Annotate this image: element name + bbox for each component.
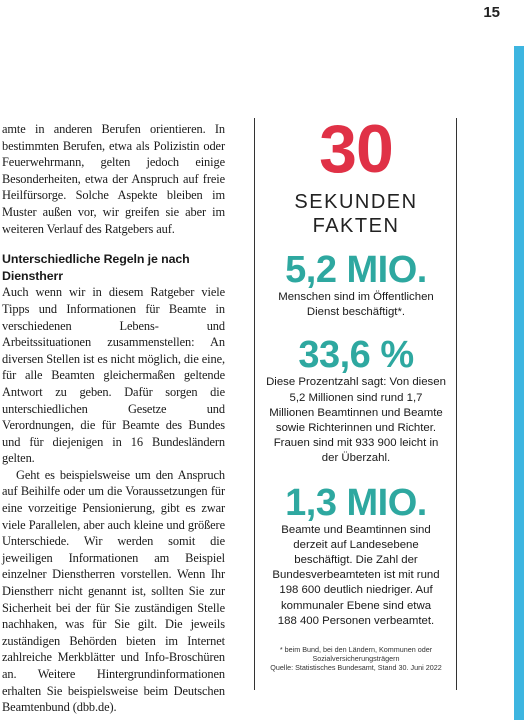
fact-text: Diese Prozentzahl sagt: Von diesen 5,2 Millionen sind rund 1,7 Millionen Beamtinnen und Beamte sowie Richterinnen und Richter. Frauen sind mit 933 900 leicht in der Überzahl.	[266, 376, 446, 465]
fact-figure: 5,2 MIO.	[285, 249, 427, 291]
edge-color-bar	[514, 46, 524, 720]
fact-text: Menschen sind im Öffentlichen Dienst beschäftigt*.	[278, 291, 434, 319]
facts-box-right-rule	[456, 118, 457, 690]
page-number: 15	[483, 4, 500, 21]
body-paragraph: amte in anderen Berufen orientieren. In bestimmten Berufen, etwa als Polizistin oder Feuerwehrmann, gelten jedoch einige Besonderheiten, etwa der Anspruch auf freie Heilfürsorge. Solche Aspekte bleiben im Muster außen vor, wir greifen sie aber im weiteren Verlauf des Ratgebers auf.	[2, 122, 225, 236]
facts-source: Quelle: Statistisches Bundesamt, Stand 30. Juni 2022	[270, 663, 442, 673]
fact-figure: 33,6 %	[298, 334, 414, 377]
facts-label-line1: SEKUNDEN	[294, 191, 418, 213]
facts-box-left-rule	[254, 118, 255, 690]
fact-text: Beamte und Beamtinnen sind derzeit auf Landesebene beschäftigt. Die Zahl der Bundesverbeamteten ist mit rund 198 600 deutlich niedriger. Auf kommunaler Ebene sind etwa 188 400 Personen verbeamtet.	[272, 523, 440, 627]
body-paragraph: Geht es beispielsweise um den Anspruch auf Beihilfe oder um die Voraussetzungen für eine vorzeitige Pensionierung, gibt es zwar viele Parallelen, aber auch kleine und größere Unterschiede. Wir werden somit die jeweiligen Informationen am Beispiel einzelner Dienstherren vorstellen. Wenn Ihr Dienstherr nicht genannt ist, sollten Sie zur Sicherheit bei der für Sie zuständigen Stelle nachhaken, was für Sie gilt. Die jeweils zuständigen Behörden bieten im Internet zahlreiche Merkblätter und Info-Broschüren an. Weitere Hintergrundinformationen erhalten Sie beispielsweise beim Deutschen Beamtenbund (dbb.de).	[2, 467, 225, 715]
fact-figure: 1,3 MIO.	[285, 481, 427, 524]
facts-footnote: * beim Bund, bei den Ländern, Kommunen oder Sozialversicherungsträgern	[279, 645, 433, 664]
facts-label-line2: FAKTEN	[312, 215, 400, 237]
facts-big-number: 30	[319, 111, 393, 187]
facts-box	[262, 111, 450, 673]
body-text-column	[2, 121, 225, 716]
body-paragraph: Auch wenn wir in diesem Ratgeber viele Tipps und Informationen für Beamte in verschiedenen Lebens- und Arbeitssituationen zusammenstellen: An diversen Stellen ist es nicht möglich, die eine, für alle Beamten gleichermaßen geltende Antwort zu geben. Dafür sorgen die unterschiedlichen Gesetze und Verordnungen, die für Beamte des Bundes und für diejenigen in 16 Bundesländern gelten.	[2, 285, 225, 466]
section-heading: Unterschiedliche Regeln je nach Dienstherr	[2, 252, 190, 283]
